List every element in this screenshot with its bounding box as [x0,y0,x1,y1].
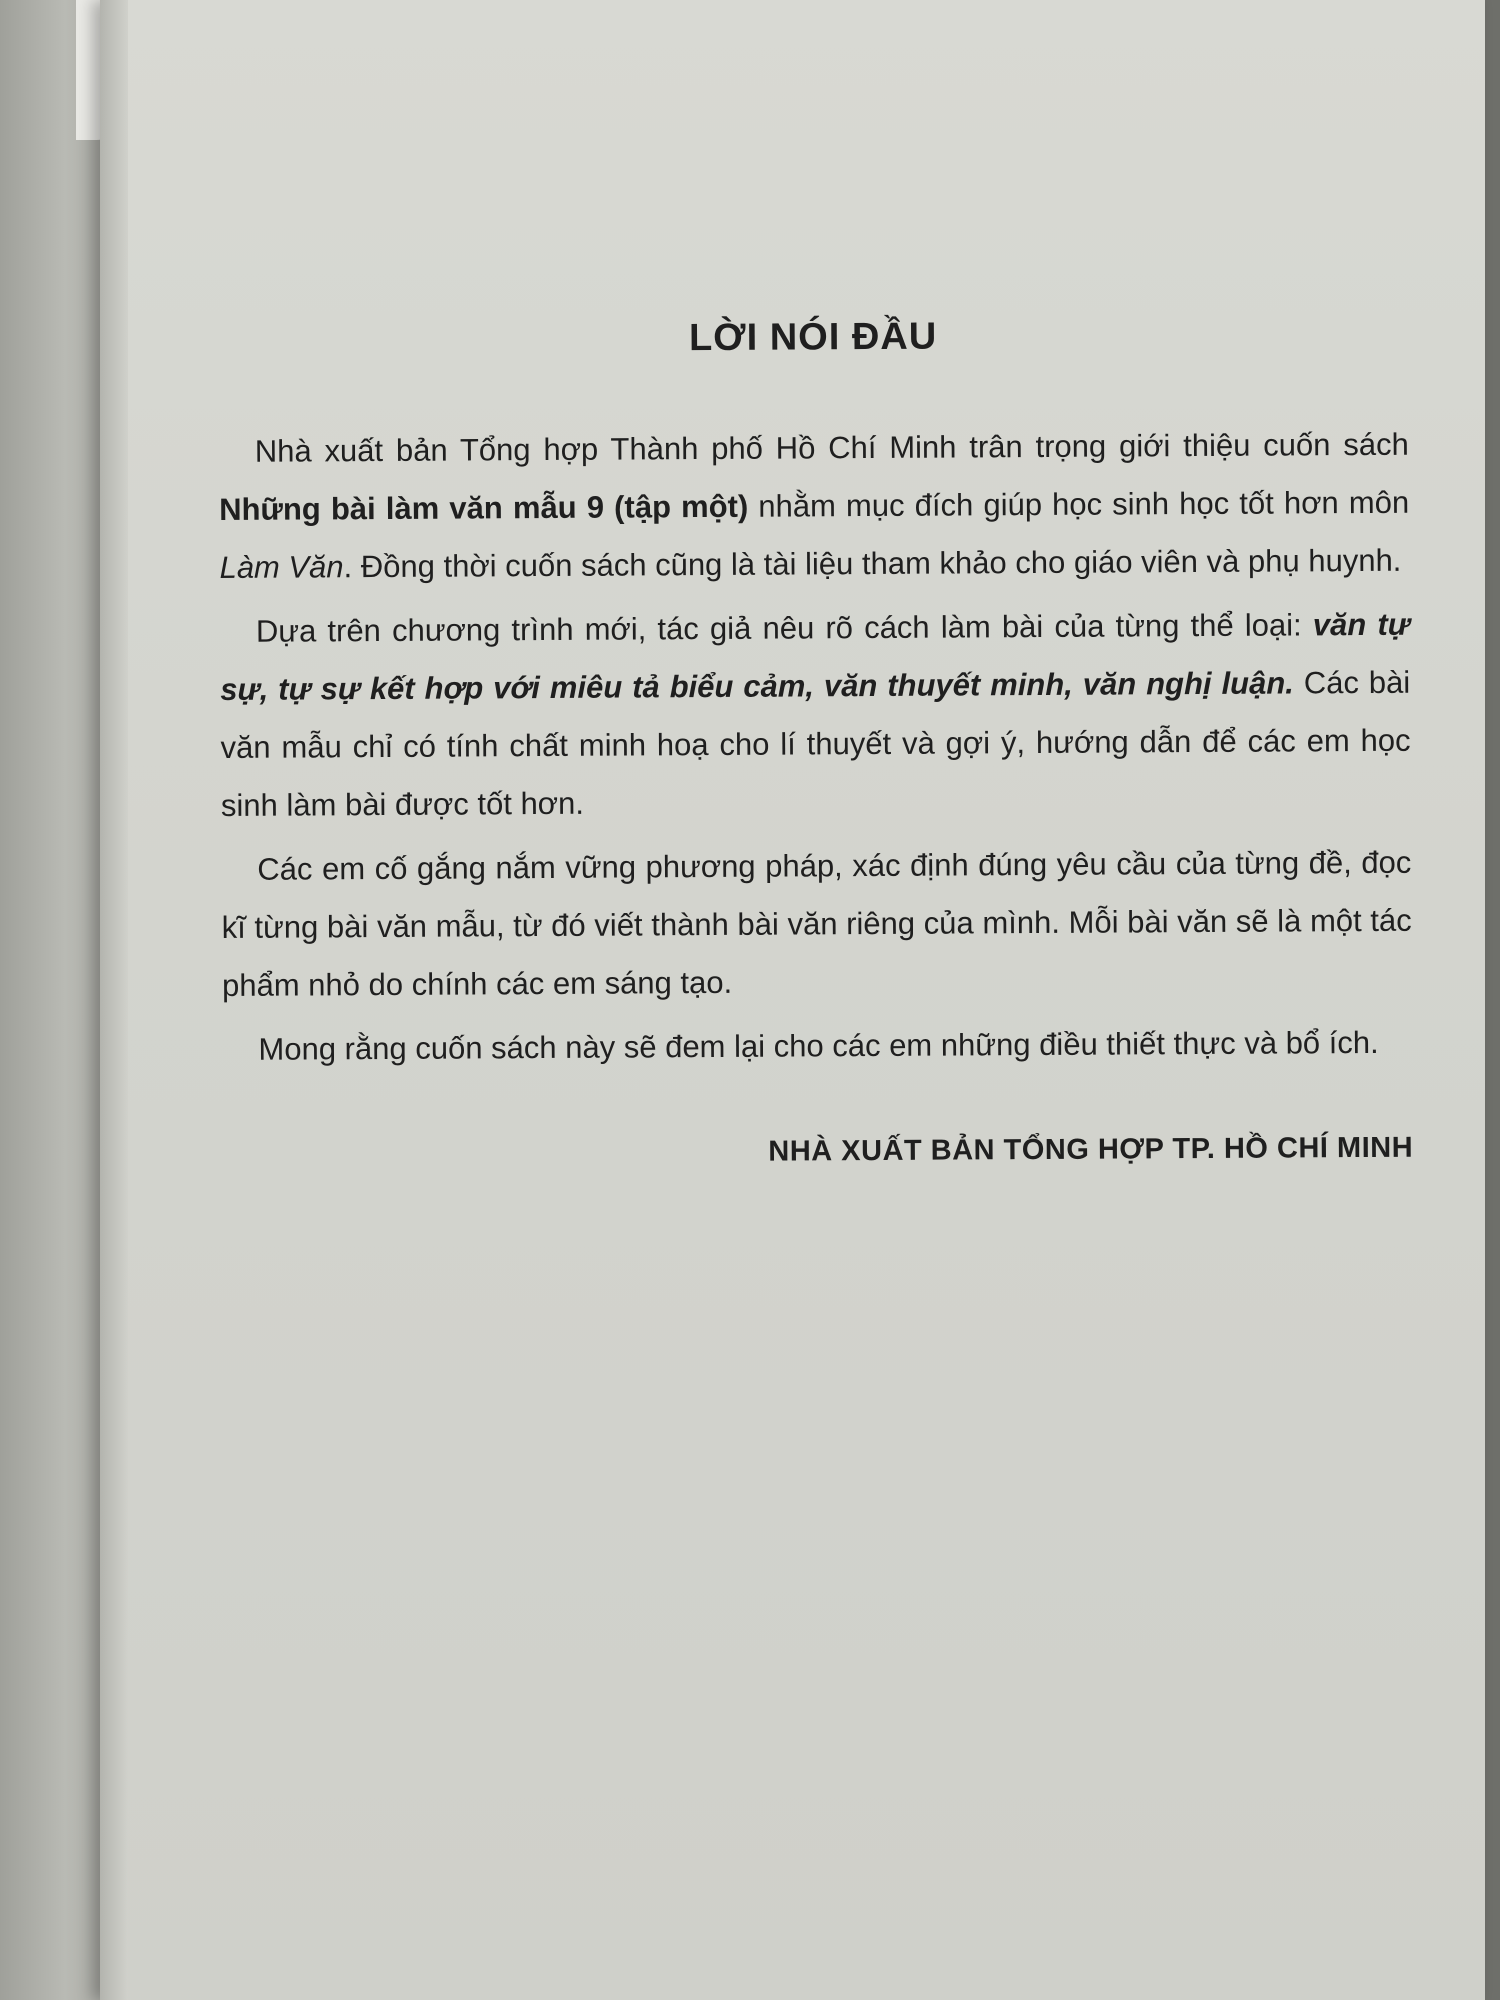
publisher-signature: NHÀ XUẤT BẢN TỔNG HỢP TP. HỒ CHÍ MINH [768,1131,1414,1168]
paragraph-intro [219,416,1410,597]
paragraph-intro-text-2: nhằm mục đích giúp học sinh học tốt hơn môn [748,484,1410,524]
page-title: LỜI NÓI ĐẦU [688,315,938,360]
paragraph-advice: Các em cố gắng nắm vững phương pháp, xác định đúng yêu cầu của từng đề, đọc kĩ từng bài văn mẫu, từ đó viết thành bài văn riêng của mình. Mỗi bài văn sẽ là một tác phẩm nhỏ do chính các em sáng tạo. [221,844,1412,1003]
paragraph-intro-text-3: . Đồng thời cuốn sách cũng là tài liệu tham khảo cho giáo viên và phụ huynh. [343,542,1402,585]
page-content [218,313,1413,1172]
paragraph-intro-text-1: Nhà xuất bản Tổng hợp Thành phố Hồ Chí Minh trân trọng giới thiệu cuốn sách [254,426,1409,469]
subject-name: Làm Văn [219,549,344,585]
paragraph-method [220,596,1411,835]
paragraph-method-text-1: Dựa trên chương trình mới, tác giả nêu rõ cách làm bài của từng thể loại: [255,607,1313,649]
book-page [100,0,1485,2000]
book-title: Những bài làm văn mẫu 9 (tập một) [219,488,749,527]
paragraph-closing: Mong rằng cuốn sách này sẽ đem lại cho các em những điều thiết thực và bổ ích. [258,1024,1379,1067]
page-gutter [100,0,128,2000]
paragraph-method-text-2: Các bài văn mẫu chỉ có tính chất minh hoạ cho lí thuyết và gợi ý, hướng dẫn để các em học sinh làm bài được tốt hơn. [220,664,1411,823]
genre-list: văn tự sự, tự sự kết hợp với miêu tả biểu cảm, văn thuyết minh, văn nghị luận. [220,606,1410,707]
